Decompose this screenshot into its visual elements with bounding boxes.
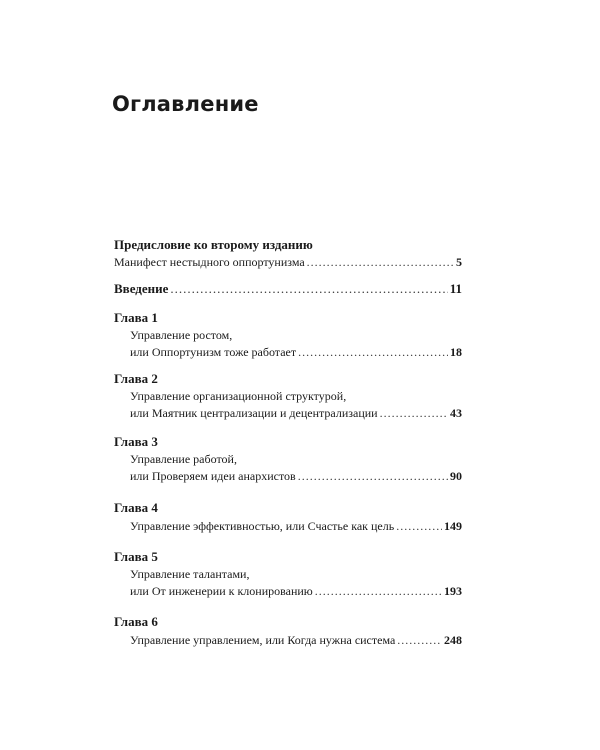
dot-leader (298, 344, 448, 361)
chapter-heading: Глава 3 (114, 434, 158, 449)
chapter-heading: Глава 4 (114, 500, 158, 515)
page-number: 248 (444, 633, 462, 647)
chapter-entry[interactable] (114, 583, 462, 600)
preface-heading: Предисловие ко второму изданию (114, 237, 313, 252)
preface-entry[interactable] (114, 254, 462, 271)
chapter-entry[interactable] (114, 468, 462, 485)
dot-leader (397, 632, 442, 649)
toc-chapter-2 (114, 370, 462, 422)
page-number: 18 (450, 345, 462, 359)
toc-chapter-1 (114, 309, 462, 361)
chapter-subtitle: Управление управлением, или Когда нужна система (130, 633, 396, 647)
chapter-subtitle: или Проверяем идеи анархистов (130, 469, 296, 483)
chapter-heading: Глава 6 (114, 614, 158, 629)
chapter-subtitle: или От инженерии к клонированию (130, 584, 313, 598)
page-number: 90 (450, 469, 462, 483)
chapter-entry[interactable] (114, 632, 462, 649)
chapter-title-line: Управление организационной структурой, (130, 389, 347, 403)
toc-preface (114, 236, 462, 271)
toc-chapter-6 (114, 613, 462, 649)
chapter-subtitle: или Маятник централизации и децентрализации (130, 406, 378, 420)
preface-title: Манифест нестыдного оппортунизма (114, 255, 305, 269)
intro-label: Введение (114, 281, 169, 296)
page-number: 11 (449, 281, 462, 296)
chapter-subtitle: Управление эффективностью, или Счастье как цель (130, 519, 395, 533)
page-number: 149 (444, 519, 462, 533)
toc-chapter-3 (114, 433, 462, 485)
chapter-heading: Глава 5 (114, 549, 158, 564)
page-number: 5 (456, 255, 462, 269)
page-number: 43 (450, 406, 462, 420)
chapter-title-line: Управление ростом, (130, 328, 233, 342)
chapter-entry[interactable] (114, 405, 462, 422)
page-title: Оглавление (112, 92, 259, 116)
chapter-entry[interactable] (114, 518, 462, 535)
chapter-heading: Глава 1 (114, 310, 158, 325)
dot-leader (380, 405, 448, 422)
toc-chapter-5 (114, 548, 462, 600)
dot-leader (315, 583, 442, 600)
chapter-subtitle: или Оппортунизм тоже работает (130, 345, 297, 359)
dot-leader (298, 468, 448, 485)
chapter-heading: Глава 2 (114, 371, 158, 386)
toc-intro[interactable] (114, 280, 462, 297)
page-number: 193 (444, 584, 462, 598)
chapter-title-line: Управление талантами, (130, 567, 250, 581)
chapter-title-line: Управление работой, (130, 452, 237, 466)
toc-chapter-4 (114, 499, 462, 535)
dot-leader (307, 254, 454, 271)
dot-leader (396, 518, 442, 535)
dot-leader (170, 280, 447, 297)
chapter-entry[interactable] (114, 344, 462, 361)
